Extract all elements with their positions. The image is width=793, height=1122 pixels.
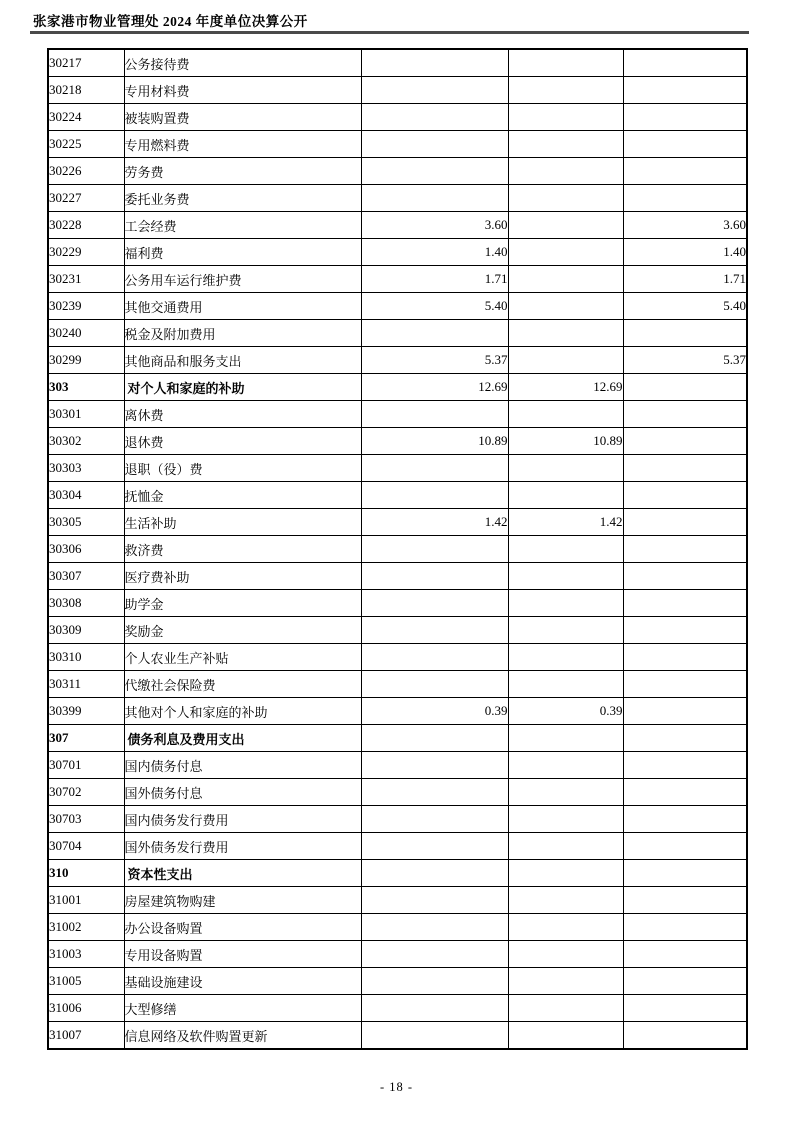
cell-value-3: 3.60 xyxy=(623,212,747,239)
cell-value-1 xyxy=(361,482,508,509)
cell-code: 30301 xyxy=(48,401,124,428)
cell-value-3: 5.40 xyxy=(623,293,747,320)
cell-value-3 xyxy=(623,725,747,752)
table-row xyxy=(48,320,747,347)
cell-value-2 xyxy=(508,239,623,266)
cell-code: 30701 xyxy=(48,752,124,779)
cell-name: 办公设备购置 xyxy=(124,914,361,941)
header-rule-divider xyxy=(30,31,749,34)
cell-name: 信息网络及软件购置更新 xyxy=(124,1022,361,1050)
cell-value-2 xyxy=(508,536,623,563)
cell-value-1: 12.69 xyxy=(361,374,508,401)
cell-value-3 xyxy=(623,49,747,77)
cell-value-2 xyxy=(508,725,623,752)
cell-value-3: 1.71 xyxy=(623,266,747,293)
cell-name: 代缴社会保险费 xyxy=(124,671,361,698)
table-row xyxy=(48,617,747,644)
cell-value-1 xyxy=(361,1022,508,1050)
cell-code: 31001 xyxy=(48,887,124,914)
table-row xyxy=(48,104,747,131)
table-row xyxy=(48,995,747,1022)
cell-value-2 xyxy=(508,212,623,239)
page-number: - 18 - xyxy=(379,1080,414,1094)
cell-value-3: 1.40 xyxy=(623,239,747,266)
table-row xyxy=(48,401,747,428)
cell-value-2 xyxy=(508,941,623,968)
table-row xyxy=(48,833,747,860)
cell-value-1 xyxy=(361,104,508,131)
cell-name: 专用燃料费 xyxy=(124,131,361,158)
cell-value-3 xyxy=(623,698,747,725)
cell-value-3 xyxy=(623,860,747,887)
cell-code: 30307 xyxy=(48,563,124,590)
cell-value-1 xyxy=(361,49,508,77)
cell-value-2 xyxy=(508,158,623,185)
cell-value-1 xyxy=(361,995,508,1022)
cell-code: 30306 xyxy=(48,536,124,563)
table-row xyxy=(48,212,747,239)
cell-code: 30229 xyxy=(48,239,124,266)
cell-value-2 xyxy=(508,617,623,644)
cell-name: 税金及附加费用 xyxy=(124,320,361,347)
cell-value-1: 10.89 xyxy=(361,428,508,455)
cell-code: 30311 xyxy=(48,671,124,698)
cell-value-2: 0.39 xyxy=(508,698,623,725)
table-row xyxy=(48,293,747,320)
budget-table xyxy=(47,48,748,1050)
cell-code: 30228 xyxy=(48,212,124,239)
cell-code: 30299 xyxy=(48,347,124,374)
cell-value-2 xyxy=(508,266,623,293)
cell-value-2 xyxy=(508,455,623,482)
table-row xyxy=(48,563,747,590)
cell-value-3 xyxy=(623,428,747,455)
table-row xyxy=(48,752,747,779)
cell-name: 救济费 xyxy=(124,536,361,563)
cell-value-1 xyxy=(361,320,508,347)
cell-value-2 xyxy=(508,482,623,509)
cell-name: 大型修缮 xyxy=(124,995,361,1022)
cell-value-3 xyxy=(623,77,747,104)
cell-value-2 xyxy=(508,347,623,374)
cell-value-2 xyxy=(508,185,623,212)
cell-code: 30231 xyxy=(48,266,124,293)
cell-value-2 xyxy=(508,914,623,941)
cell-name: 资本性支出 xyxy=(124,860,361,887)
cell-value-1 xyxy=(361,158,508,185)
cell-value-1 xyxy=(361,185,508,212)
cell-value-3 xyxy=(623,590,747,617)
cell-code: 30227 xyxy=(48,185,124,212)
cell-value-2 xyxy=(508,644,623,671)
cell-name: 其他对个人和家庭的补助 xyxy=(124,698,361,725)
cell-value-1: 3.60 xyxy=(361,212,508,239)
cell-code: 30399 xyxy=(48,698,124,725)
cell-name: 抚恤金 xyxy=(124,482,361,509)
cell-value-1 xyxy=(361,968,508,995)
cell-value-1 xyxy=(361,833,508,860)
cell-value-1: 1.71 xyxy=(361,266,508,293)
table-row xyxy=(48,698,747,725)
cell-name: 国外债务发行费用 xyxy=(124,833,361,860)
cell-code: 310 xyxy=(48,860,124,887)
cell-name: 医疗费补助 xyxy=(124,563,361,590)
cell-value-1 xyxy=(361,455,508,482)
cell-value-3 xyxy=(623,185,747,212)
cell-value-3 xyxy=(623,968,747,995)
cell-value-1 xyxy=(361,914,508,941)
cell-value-2 xyxy=(508,968,623,995)
cell-name: 委托业务费 xyxy=(124,185,361,212)
cell-value-3 xyxy=(623,131,747,158)
cell-name: 债务利息及费用支出 xyxy=(124,725,361,752)
cell-value-3 xyxy=(623,401,747,428)
table-row xyxy=(48,374,747,401)
cell-value-2 xyxy=(508,1022,623,1050)
table-row xyxy=(48,671,747,698)
cell-code: 30303 xyxy=(48,455,124,482)
table-row xyxy=(48,779,747,806)
cell-value-1: 5.40 xyxy=(361,293,508,320)
cell-name: 其他商品和服务支出 xyxy=(124,347,361,374)
table-row xyxy=(48,860,747,887)
cell-value-3 xyxy=(623,1022,747,1050)
cell-value-1 xyxy=(361,536,508,563)
cell-value-1 xyxy=(361,401,508,428)
table-row xyxy=(48,428,747,455)
table-row xyxy=(48,536,747,563)
cell-code: 31002 xyxy=(48,914,124,941)
cell-value-2 xyxy=(508,779,623,806)
cell-name: 基础设施建设 xyxy=(124,968,361,995)
cell-value-3 xyxy=(623,563,747,590)
table-row xyxy=(48,644,747,671)
table-row xyxy=(48,968,747,995)
table-row xyxy=(48,455,747,482)
cell-code: 30217 xyxy=(48,49,124,77)
cell-value-1: 5.37 xyxy=(361,347,508,374)
cell-code: 30310 xyxy=(48,644,124,671)
cell-value-2 xyxy=(508,401,623,428)
table-row xyxy=(48,131,747,158)
cell-value-2 xyxy=(508,320,623,347)
cell-name: 公务接待费 xyxy=(124,49,361,77)
cell-code: 30224 xyxy=(48,104,124,131)
cell-name: 助学金 xyxy=(124,590,361,617)
cell-value-1 xyxy=(361,617,508,644)
cell-value-2 xyxy=(508,293,623,320)
cell-name: 离休费 xyxy=(124,401,361,428)
cell-code: 31005 xyxy=(48,968,124,995)
cell-code: 31006 xyxy=(48,995,124,1022)
cell-value-2 xyxy=(508,563,623,590)
cell-value-1 xyxy=(361,860,508,887)
cell-name: 专用材料费 xyxy=(124,77,361,104)
cell-name: 福利费 xyxy=(124,239,361,266)
cell-value-3 xyxy=(623,509,747,536)
cell-name: 工会经费 xyxy=(124,212,361,239)
cell-value-1: 1.40 xyxy=(361,239,508,266)
cell-value-2 xyxy=(508,131,623,158)
cell-code: 303 xyxy=(48,374,124,401)
cell-value-2 xyxy=(508,806,623,833)
table-row xyxy=(48,239,747,266)
cell-value-2: 12.69 xyxy=(508,374,623,401)
cell-code: 30226 xyxy=(48,158,124,185)
cell-name: 其他交通费用 xyxy=(124,293,361,320)
table-row xyxy=(48,158,747,185)
cell-code: 30225 xyxy=(48,131,124,158)
cell-name: 被装购置费 xyxy=(124,104,361,131)
table-row xyxy=(48,914,747,941)
cell-value-1 xyxy=(361,644,508,671)
page-title: 张家港市物业管理处 2024 年度单位决算公开 xyxy=(33,14,308,29)
cell-value-3 xyxy=(623,320,747,347)
table-row xyxy=(48,941,747,968)
cell-value-3 xyxy=(623,617,747,644)
cell-code: 30302 xyxy=(48,428,124,455)
cell-value-3 xyxy=(623,455,747,482)
cell-value-3 xyxy=(623,806,747,833)
cell-value-2 xyxy=(508,104,623,131)
cell-value-1: 1.42 xyxy=(361,509,508,536)
cell-code: 30308 xyxy=(48,590,124,617)
cell-value-1 xyxy=(361,590,508,617)
cell-value-1 xyxy=(361,77,508,104)
cell-value-2 xyxy=(508,671,623,698)
table-row xyxy=(48,49,747,77)
cell-value-1 xyxy=(361,941,508,968)
cell-name: 对个人和家庭的补助 xyxy=(124,374,361,401)
table-row xyxy=(48,77,747,104)
cell-value-1 xyxy=(361,806,508,833)
table-row xyxy=(48,509,747,536)
cell-value-2: 1.42 xyxy=(508,509,623,536)
table-row xyxy=(48,266,747,293)
cell-name: 劳务费 xyxy=(124,158,361,185)
cell-name: 奖励金 xyxy=(124,617,361,644)
table-row xyxy=(48,347,747,374)
cell-value-3 xyxy=(623,104,747,131)
cell-value-1 xyxy=(361,131,508,158)
cell-name: 专用设备购置 xyxy=(124,941,361,968)
cell-value-3 xyxy=(623,374,747,401)
cell-value-3 xyxy=(623,644,747,671)
cell-value-1 xyxy=(361,752,508,779)
cell-code: 30304 xyxy=(48,482,124,509)
cell-name: 国内债务付息 xyxy=(124,752,361,779)
cell-value-3 xyxy=(623,158,747,185)
cell-value-2 xyxy=(508,887,623,914)
cell-value-2: 10.89 xyxy=(508,428,623,455)
cell-code: 31007 xyxy=(48,1022,124,1050)
table-row xyxy=(48,185,747,212)
cell-name: 退休费 xyxy=(124,428,361,455)
cell-value-3 xyxy=(623,887,747,914)
cell-code: 30305 xyxy=(48,509,124,536)
cell-value-2 xyxy=(508,590,623,617)
cell-value-3 xyxy=(623,482,747,509)
cell-value-2 xyxy=(508,49,623,77)
cell-value-1 xyxy=(361,725,508,752)
cell-value-3 xyxy=(623,941,747,968)
table-row xyxy=(48,725,747,752)
cell-name: 退职（役）费 xyxy=(124,455,361,482)
cell-value-1 xyxy=(361,779,508,806)
cell-code: 31003 xyxy=(48,941,124,968)
cell-value-3: 5.37 xyxy=(623,347,747,374)
budget-table-body xyxy=(48,49,747,1049)
cell-value-1 xyxy=(361,887,508,914)
cell-value-3 xyxy=(623,779,747,806)
cell-value-1: 0.39 xyxy=(361,698,508,725)
cell-value-1 xyxy=(361,671,508,698)
cell-name: 生活补助 xyxy=(124,509,361,536)
table-row xyxy=(48,806,747,833)
cell-value-3 xyxy=(623,671,747,698)
cell-value-3 xyxy=(623,752,747,779)
cell-value-2 xyxy=(508,995,623,1022)
cell-value-3 xyxy=(623,833,747,860)
cell-name: 房屋建筑物购建 xyxy=(124,887,361,914)
cell-value-3 xyxy=(623,536,747,563)
cell-code: 30218 xyxy=(48,77,124,104)
table-row xyxy=(48,482,747,509)
cell-value-1 xyxy=(361,563,508,590)
cell-code: 307 xyxy=(48,725,124,752)
cell-value-2 xyxy=(508,860,623,887)
table-row xyxy=(48,1022,747,1050)
cell-value-2 xyxy=(508,833,623,860)
cell-name: 国内债务发行费用 xyxy=(124,806,361,833)
cell-code: 30703 xyxy=(48,806,124,833)
cell-code: 30309 xyxy=(48,617,124,644)
cell-value-3 xyxy=(623,914,747,941)
cell-name: 国外债务付息 xyxy=(124,779,361,806)
cell-value-2 xyxy=(508,752,623,779)
table-row xyxy=(48,590,747,617)
cell-code: 30704 xyxy=(48,833,124,860)
cell-name: 个人农业生产补贴 xyxy=(124,644,361,671)
table-row xyxy=(48,887,747,914)
cell-value-2 xyxy=(508,77,623,104)
cell-name: 公务用车运行维护费 xyxy=(124,266,361,293)
cell-value-3 xyxy=(623,995,747,1022)
cell-code: 30239 xyxy=(48,293,124,320)
cell-code: 30702 xyxy=(48,779,124,806)
cell-code: 30240 xyxy=(48,320,124,347)
